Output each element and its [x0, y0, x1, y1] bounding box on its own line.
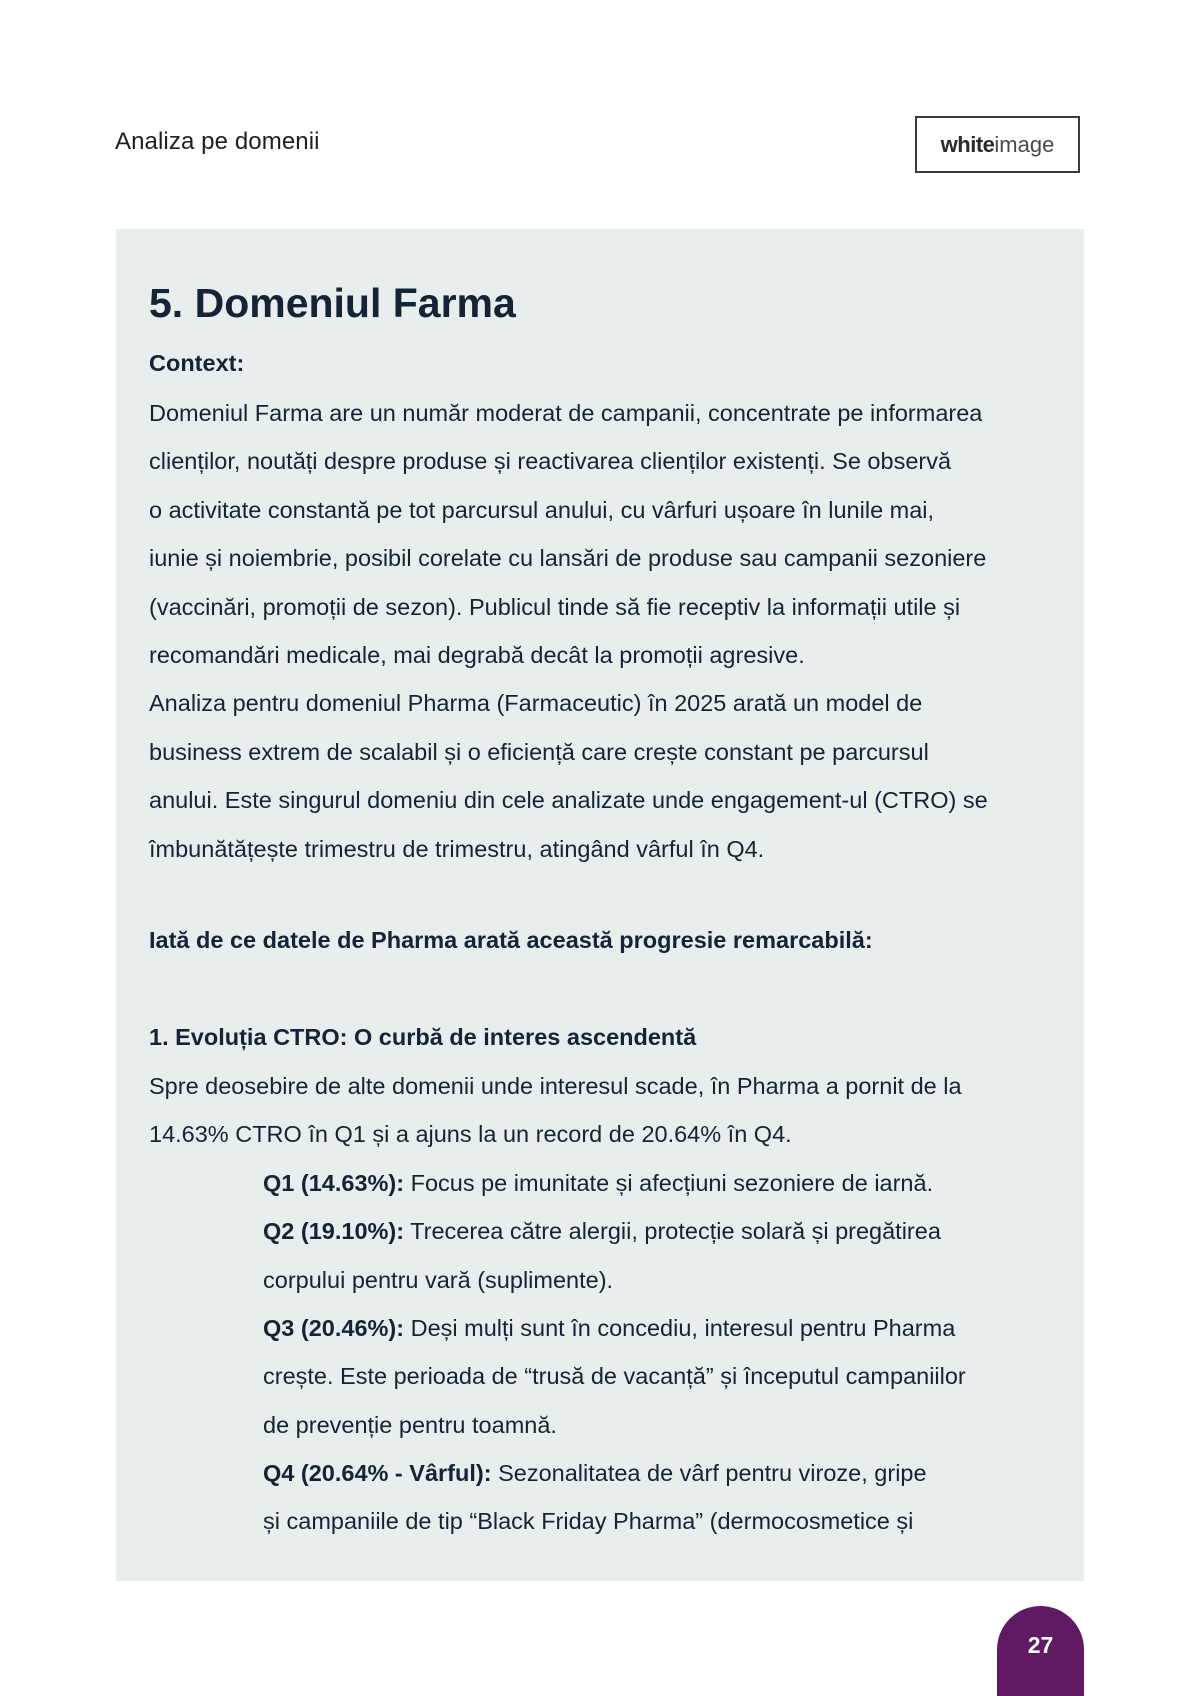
quarter-q3 — [263, 1313, 955, 1343]
logo-bold-part: white — [940, 131, 995, 157]
quarter-q3-cont: crește. Este perioada de “trusă de vacanță” și începutul campaniilor — [263, 1363, 966, 1389]
context-line: Analiza pentru domeniul Pharma (Farmaceutic) în 2025 arată un model de — [149, 690, 923, 716]
quarter-text: Trecerea către alergii, protecție solară și pregătirea — [404, 1218, 941, 1244]
whiteimage-logo — [915, 116, 1080, 173]
context-line: iunie și noiembrie, posibil corelate cu lansări de produse sau campanii sezoniere — [149, 545, 987, 571]
context-line: clienților, noutăți despre produse și reactivarea clienților existenți. Se observă — [149, 448, 952, 474]
logo-light-part: image — [994, 131, 1055, 157]
page-header-title: Analiza pe domenii — [115, 128, 320, 155]
quarter-label: Q1 (14.63%): — [263, 1170, 405, 1196]
quarter-text: Deși mulți sunt în concediu, interesul pentru Pharma — [404, 1315, 956, 1341]
context-line: recomandări medicale, mai degrabă decât la promoții agresive. — [149, 642, 805, 668]
sub-line: 14.63% CTRO în Q1 și a ajuns la un record de 20.64% în Q4. — [149, 1121, 792, 1147]
subheading: 1. Evoluția CTRO: O curbă de interes ascendentă — [149, 1024, 697, 1050]
intro-bold: Iată de ce datele de Pharma arată această progresie remarcabilă: — [149, 927, 873, 953]
quarter-label: Q4 (20.64% - Vârful): — [263, 1460, 492, 1486]
context-line: Domeniul Farma are un număr moderat de campanii, concentrate pe informarea — [149, 400, 983, 426]
quarter-q1 — [263, 1168, 933, 1198]
context-line: îmbunătățește trimestru de trimestru, atingând vârful în Q4. — [149, 836, 765, 862]
page-number: 27 — [1027, 1632, 1054, 1658]
page-number-tab — [997, 1606, 1084, 1696]
context-line: o activitate constantă pe tot parcursul anului, cu vârfuri ușoare în lunile mai, — [149, 497, 935, 523]
context-label: Context: — [149, 350, 245, 376]
context-line: anului. Este singurul domeniu din cele analizate unde engagement-ul (CTRO) se — [149, 787, 988, 813]
quarter-label: Q3 (20.46%): — [263, 1315, 405, 1341]
quarter-q4-cont: și campaniile de tip “Black Friday Pharma” (dermocosmetice și — [263, 1508, 914, 1534]
quarter-text: Sezonalitatea de vârf pentru viroze, gripe — [491, 1460, 927, 1486]
quarter-label: Q2 (19.10%): — [263, 1218, 405, 1244]
context-line: business extrem de scalabil și o eficiență care crește constant pe parcursul — [149, 739, 929, 765]
quarter-q3-cont: de prevenție pentru toamnă. — [263, 1412, 557, 1438]
quarter-text: Focus pe imunitate și afecțiuni sezoniere de iarnă. — [404, 1170, 934, 1196]
context-line: (vaccinări, promoții de sezon). Publicul tinde să fie receptiv la informații utile și — [149, 594, 961, 620]
sub-line: Spre deosebire de alte domenii unde interesul scade, în Pharma a pornit de la — [149, 1073, 962, 1099]
quarter-q2 — [263, 1216, 941, 1246]
section-title: 5. Domeniul Farma — [149, 280, 516, 326]
quarter-q4 — [263, 1458, 927, 1488]
quarter-q2-cont: corpului pentru vară (suplimente). — [263, 1267, 614, 1293]
